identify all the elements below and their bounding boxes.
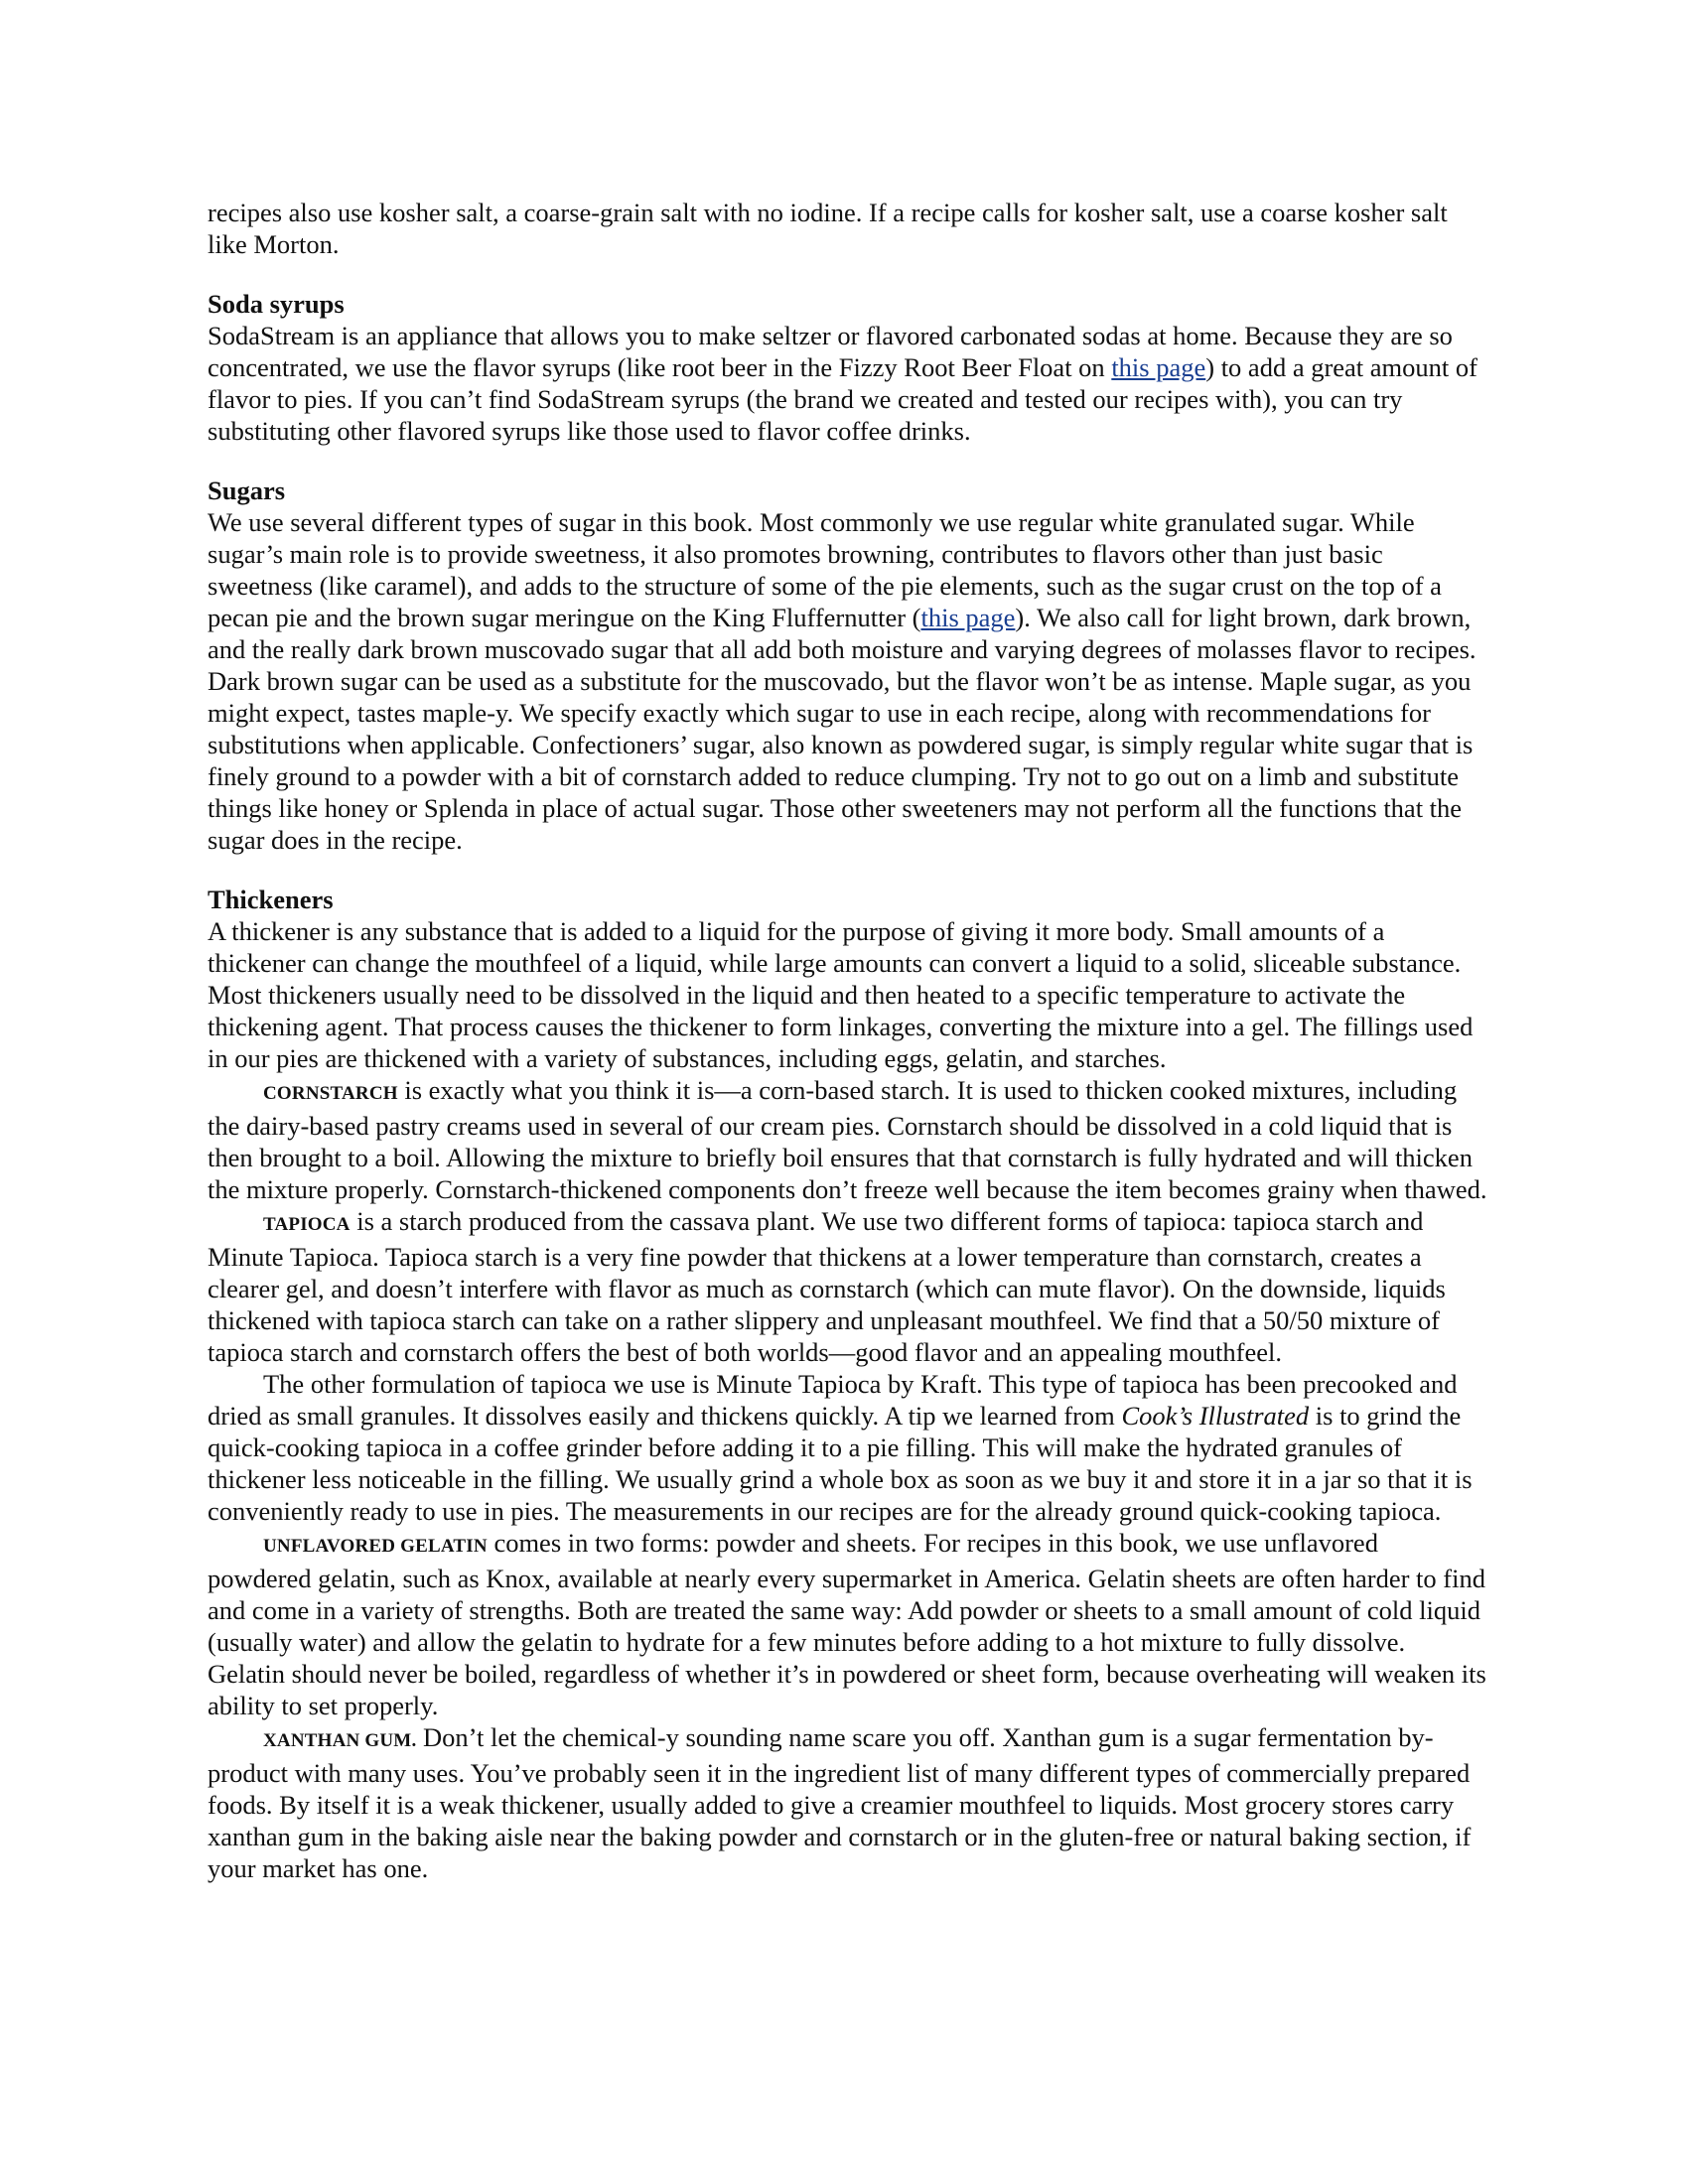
thickeners-intro-paragraph: A thickener is any substance that is added to a liquid for the purpose of giving it more body. Small amounts of a thickener can change the mouthfeel of a liquid, while large amounts can convert a liquid to a solid, sliceable substance. Most thickeners usually need to be dissolved in the liquid and then heated to a specific temperature to activate the thickening agent. That process causes the thickener to form linkages, converting the mixture into a gel. The fillings used in our pies are thickened with a variety of substances, including eggs, gelatin, and starches. <box>208 916 1474 1073</box>
soda-syrups-heading: Soda syrups <box>208 289 345 319</box>
gelatin-paragraph <box>208 1527 1488 1721</box>
xanthan-text: Don’t let the chemical-y sounding name scare you off. Xanthan gum is a sugar fermentation by-product with many uses. You’ve probably seen it in the ingredient list of many different types of commercially prepared foods. By itself it is a weak thickener, usually added to give a creamier mouthfeel to liquids. Most grocery stores carry xanthan gum in the baking aisle near the baking powder and cornstarch or in the gluten-free or natural baking section, if your market has one. <box>208 1722 1472 1883</box>
thickeners-heading: Thickeners <box>208 885 334 914</box>
gelatin-label: UNFLAVORED GELATIN <box>263 1536 488 1557</box>
soda-syrups-paragraph <box>208 320 1488 447</box>
soda-text-a: SodaStream is an appliance that allows you to make seltzer or flavored carbonated sodas at home. Because they are so concentrated, we use the flavor syrups (like root beer in the Fizzy Root Beer Float on <box>208 321 1453 382</box>
sugars-paragraph <box>208 506 1488 856</box>
sugars-heading: Sugars <box>208 476 286 505</box>
tapioca-paragraph <box>208 1205 1488 1368</box>
xanthan-label: XANTHAN GUM. <box>263 1730 417 1751</box>
minute-text-a: The other formulation of tapioca we use is Minute Tapioca by Kraft. This type of tapioca has been precooked and dried as small granules. It dissolves easily and thickens quickly. A tip we learned from <box>208 1369 1458 1431</box>
section-gap <box>208 447 1488 475</box>
cornstarch-paragraph <box>208 1074 1488 1205</box>
minute-tapioca-paragraph <box>208 1368 1488 1527</box>
soda-text-b: ) to add a great amount of flavor to pies. If you can’t find SodaStream syrups (the brand we created and tested our recipes with), you can try substituting other flavored syrups like those used to flavor coffee drinks. <box>208 352 1477 446</box>
cornstarch-label: CORNSTARCH <box>263 1083 398 1104</box>
cooks-illustrated-title: Cook’s Illustrated <box>1121 1401 1310 1431</box>
section-gap <box>208 856 1488 884</box>
section-gap <box>208 260 1488 288</box>
cornstarch-text: is exactly what you think it is—a corn-based starch. It is used to thicken cooked mixtures, including the dairy-based pastry creams used in several of our cream pies. Cornstarch should be dissolved in a cold liquid that is then brought to a boil. Allowing the mixture to briefly boil ensures that that cornstarch is fully hydrated and will thicken the mixture properly. Cornstarch-thickened components don’t freeze well because the item becomes grainy when thawed. <box>208 1075 1487 1204</box>
tapioca-label: TAPIOCA <box>263 1214 351 1235</box>
sugars-text-b: ). We also call for light brown, dark brown, and the really dark brown muscovado sugar that all add both moisture and varying degrees of molasses flavor to recipes. Dark brown sugar can be used as a substitute for the muscovado, but the flavor won’t be as intense. Maple sugar, as you might expect, tastes maple-y. We specify exactly which sugar to use in each recipe, along with recommendations for substitutions when applicable. Confectioners’ sugar, also known as powdered sugar, is simply regular white sugar that is finely ground to a powder with a bit of cornstarch added to reduce clumping. Try not to go out on a limb and substitute things like honey or Splenda in place of actual sugar. Those other sweeteners may not perform all the functions that the sugar does in the recipe. <box>208 603 1477 855</box>
xanthan-paragraph <box>208 1721 1488 1884</box>
page-body <box>208 197 1488 1884</box>
gelatin-text: comes in two forms: powder and sheets. For recipes in this book, we use unflavored powdered gelatin, such as Knox, available at nearly every supermarket in America. Gelatin sheets are often harder to find and come in a variety of strengths. Both are treated the same way: Add powder or sheets to a small amount of cold liquid (usually water) and allow the gelatin to hydrate for a few minutes before adding to a hot mixture to fully dissolve. Gelatin should never be boiled, regardless of whether it’s in powdered or sheet form, because overheating will weaken its ability to set properly. <box>208 1528 1486 1720</box>
minute-text-b: is to grind the quick-cooking tapioca in a coffee grinder before adding it to a pie filling. This will make the hydrated granules of thickener less noticeable in the filling. We usually grind a whole box as soon as we buy it and store it in a jar so that it is conveniently ready to use in pies. The measurements in our recipes are for the already ground quick-cooking tapioca. <box>208 1401 1473 1526</box>
soda-this-page-link[interactable]: this page <box>1111 352 1206 382</box>
sugars-text-a: We use several different types of sugar in this book. Most commonly we use regular white granulated sugar. While sugar’s main role is to provide sweetness, it also promotes browning, contributes to flavors other than just basic sweetness (like caramel), and adds to the structure of some of the pie elements, such as the sugar crust on the top of a pecan pie and the brown sugar meringue on the King Fluffernutter ( <box>208 507 1442 632</box>
intro-paragraph: recipes also use kosher salt, a coarse-grain salt with no iodine. If a recipe calls for kosher salt, use a coarse kosher salt like Morton. <box>208 198 1448 259</box>
tapioca-text: is a starch produced from the cassava plant. We use two different forms of tapioca: tapioca starch and Minute Tapioca. Tapioca starch is a very fine powder that thickens at a lower temperature than cornstarch, creates a clearer gel, and doesn’t interfere with flavor as much as cornstarch (which can mute flavor). On the downside, liquids thickened with tapioca starch can take on a rather slippery and unpleasant mouthfeel. We find that a 50/50 mixture of tapioca starch and cornstarch offers the best of both worlds—good flavor and an appealing mouthfeel. <box>208 1206 1446 1367</box>
sugars-this-page-link[interactable]: this page <box>920 603 1016 632</box>
